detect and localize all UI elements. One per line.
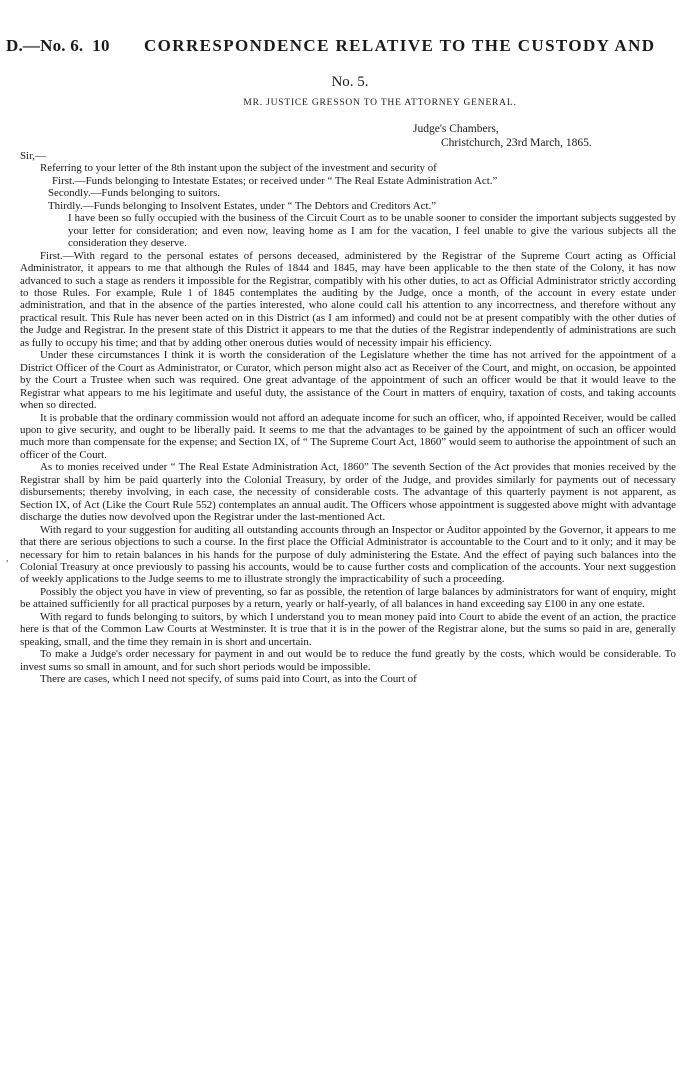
header-reference: D.—No. 6. 10 bbox=[6, 36, 110, 55]
paragraph: Referring to your letter of the 8th instant upon the subject of the investment and security of bbox=[40, 162, 437, 175]
paragraph: With regard to funds belonging to suitors, by which I understand you to mean money paid into Court to abide the event of an action, the practice here is that of the Common Law Courts at Westminster. It is true that it is in the power of the Registrar alone, but the sums so paid in are, generally speaking, small, and the time they remain in is short and uncertain. bbox=[20, 610, 676, 648]
list-item: First.—Funds belonging to Intestate Estates; or received under “ The Real Estate Administration Act.” bbox=[52, 174, 498, 187]
paragraph: First.—With regard to the personal estates of persons deceased, administered by the Registrar of the Supreme Court acting as Official Administrator, it appears to me that although the Rules of 1844 and 1845, may have been applicable to the then state of the Colony, it has now advanced to such a stage as renders it impossible for the Registrar, compatibly with his other duties, to act as Official Administrator strictly according to those Rules. For example, Rule 1 of 1845 contemplates the auditing by the Judge, once a month, of the account in every estate under administration, and that in the absence of the parties interested, who alone could call his attention to any incorrectness, and therefore without any practical result. This Rule has never been acted on in this District (as I am informed) and could not be at present compatibly with the other duties of the Judge and Registrar. In the present state of this District it appears to me that the duties of the Registrar independently of administrations are such as fully to occupy his time; and that by adding other onerous duties would of necessity impair his efficiency. bbox=[20, 249, 676, 349]
margin-mark: , bbox=[6, 553, 9, 564]
list-item: Thirdly.—Funds belonging to Insolvent Estates, under “ The Debtors and Creditors Act.” bbox=[48, 199, 437, 212]
paragraph: To make a Judge's order necessary for payment in and out would be to reduce the fund greatly by the costs, which would be considerable. To invest sums so small in amount, and for such short periods would be impossible. bbox=[20, 648, 676, 673]
paragraph: With regard to your suggestion for auditing all outstanding accounts through an Inspector or Auditor appointed by the Governor, it appears to me that there are serious objections to such a course. In the first place the Official Administrator is accountable to the Court and to it only; and it may be necessary for him to retain balances in his hands for the purpose of duly administering the Estate. And the effect of paying such balances into the Colonial Treasury at once previously to passing his accounts, would be to cause further costs and complication of the accounts. Your next suggestion of weekly applications to the Judge seems to me to illustrate strongly the impracticability of such a proceeding. bbox=[20, 523, 676, 586]
paragraph: As to monies received under “ The Real Estate Administration Act, 1860” The seventh Section of the Act provides that monies received by the Registrar shall by him be paid quarterly into the Colonial Treasury, by order of the Judge, and provides similarly for payments out of necessary disbursements; thereby involving, in each case, the necessity of considerable costs. The advantage of this quarterly payment is not apparent, as Section IX, of Act (Like the Court Rule 552) contemplates an annual audit. The Officers whose appointment is suggested above might with advantage discharge the duties now devolved upon the Registrar under the last-mentioned Act. bbox=[20, 461, 676, 524]
running-title: CORRESPONDENCE RELATIVE TO THE CUSTODY AND bbox=[144, 36, 656, 55]
paragraph: Under these circumstances I think it is worth the consideration of the Legislature whether the time has not arrived for the appointment of a District Officer of the Court as Administrator, or Curator, which person might also act as Receiver of the Court, and might, on occasion, be appointed by the Court a Trustee when such was required. One great advantage of the appointment of such an officer would be that it would leave to the Registrar what appears to me his legitimate and useful duty, the assistance of the Court in matters of enquiry, taxation of costs, and taking accounts when so directed. bbox=[20, 349, 676, 412]
letter-body bbox=[20, 150, 676, 685]
page-number: 10 bbox=[92, 36, 110, 55]
paragraph: I have been so fully occupied with the business of the Circuit Court as to be unable sooner to consider the important subjects suggested by your letter for consideration; and even now, leaving home as I am for the vacation, I feel unable to give the various subjects all the consideration they deserve. bbox=[68, 212, 676, 250]
letter-date: Christchurch, 23rd March, 1865. bbox=[441, 137, 592, 149]
letter-dateline bbox=[413, 122, 592, 150]
paragraph: Possibly the object you have in view of preventing, so far as possible, the retention of large balances by administrators for want of enquiry, might be attained sufficiently for all practical purposes by a return, yearly or half-yearly, of all balances in hand exceeding say £100 in any one estate. bbox=[20, 585, 676, 611]
paragraph: It is probable that the ordinary commission would not afford an adequate income for such an officer, who, if appointed Receiver, would be called upon to give security, and ought to be liberally paid. It seems to me that the advantages to be gained by the appointment of such an officer would much more than compensate for the expense; and Section IX, of “ The Supreme Court Act, 1860” would seem to authorise the appointment of such an officer of the Court. bbox=[20, 411, 676, 461]
list-item: Secondly.—Funds belonging to suitors. bbox=[48, 187, 221, 200]
letter-number: No. 5. bbox=[331, 74, 369, 90]
salutation: Sir,— bbox=[20, 150, 46, 162]
paragraph: There are cases, which I need not specify, of sums paid into Court, as into the Court of bbox=[40, 673, 417, 686]
page-header bbox=[6, 36, 692, 60]
letter-place: Judge's Chambers, bbox=[413, 123, 499, 135]
letter-subheading: MR. JUSTICE GRESSON TO THE ATTORNEY GENERAL. bbox=[243, 98, 517, 108]
